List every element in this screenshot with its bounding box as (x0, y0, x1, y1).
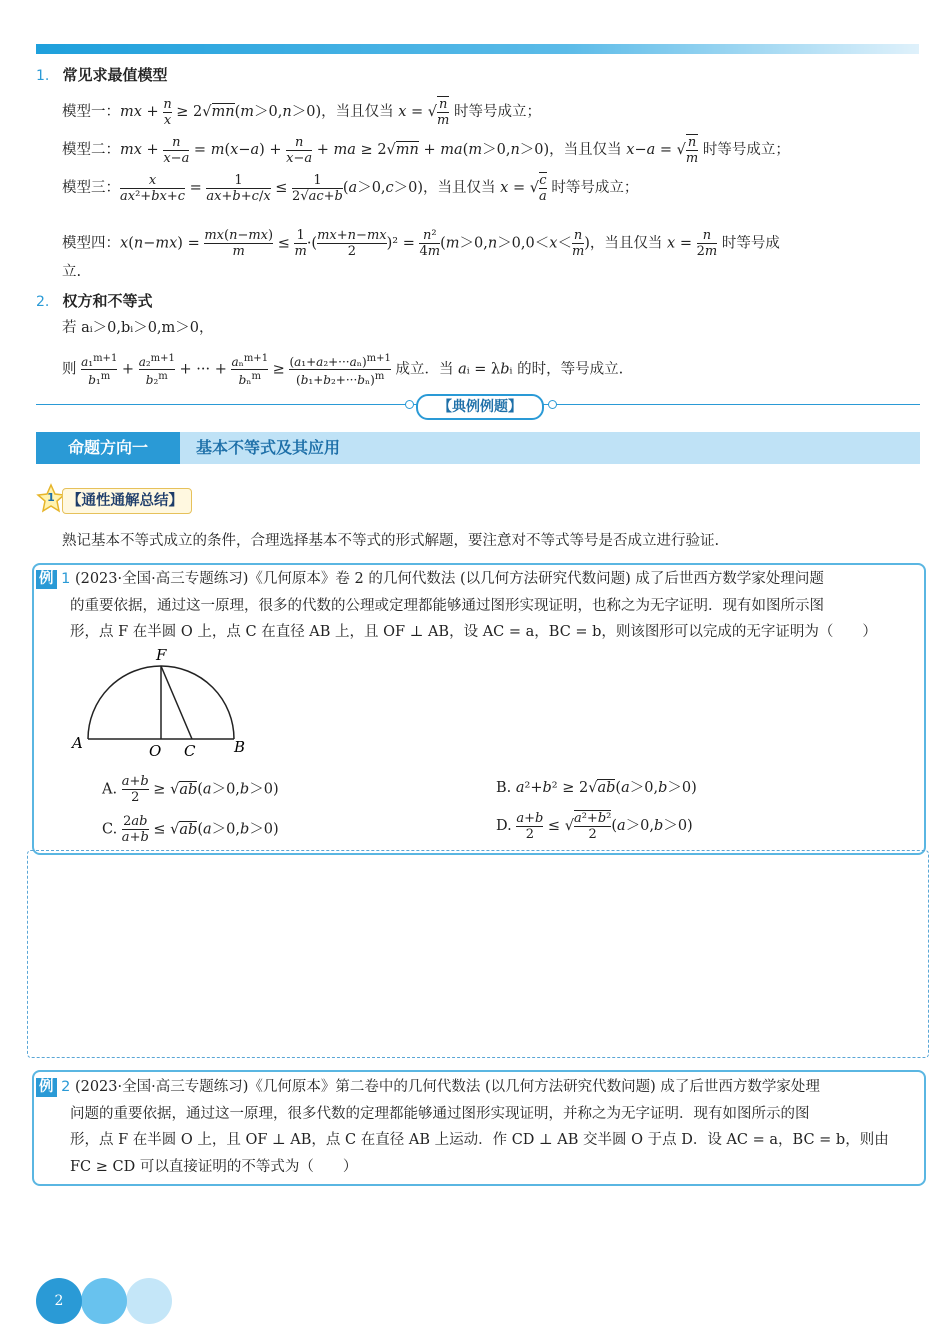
badge-number: 1 (47, 491, 55, 504)
page-circle-2 (81, 1278, 127, 1324)
example2-label: 例 (36, 1078, 57, 1097)
example1-line1: (2023·全国·高三专题练习)《几何原本》卷 2 的几何代数法 (以几何方法研究代数问题) 成了后世西方数学家处理问题 (74, 571, 824, 587)
example1-text (36, 566, 920, 646)
option-b[interactable]: B. a²+b² ≥ 2√ab(a＞0,b＞0) (496, 780, 697, 796)
model1-line: 模型一：mx + $\frac{n}{x} \ge 2√mn(m>0,n>0)$，当且仅当 x = √ $\frac{n}{m}$ 时等号成立； (62, 96, 541, 128)
segment-fc (161, 666, 192, 739)
label-o: O (149, 742, 162, 760)
page-number: 2 (36, 1278, 82, 1324)
option-c[interactable]: C. 2ab a+b ≤ √ab(a＞0,b＞0) (102, 814, 279, 845)
section1-title: 常见求最值模型 (62, 66, 168, 84)
section2-heading (36, 290, 152, 311)
example2-line2: 问题的重要依据，通过这一原理，很多代数的定理都能够通过图形实现证明，并称之为无字证明．现有如图所示的图 (70, 1105, 810, 1122)
topic-tag: 命题方向一 (36, 432, 180, 464)
example1-line2: 的重要依据，通过这一原理，很多的代数的公理或定理都能够通过图形实现证明，也称之为无字证明．现有如图所示图 (70, 597, 824, 614)
example1-number: 1 (61, 571, 71, 587)
section1-heading (36, 64, 167, 85)
option-a[interactable]: A. a+b 2 ≥ √ab(a＞0,b＞0) (102, 774, 279, 805)
summary-badge: 【通性通解总结】 (62, 488, 192, 514)
example2-line1: (2023·全国·高三专题练习)《几何原本》第二卷中的几何代数法 (以几何方法研究代数问题) 成了后世西方数学家处理 (74, 1079, 820, 1095)
example2-text (36, 1074, 920, 1180)
section1-number: 1. (36, 68, 50, 84)
section2-condition: 若 aᵢ＞0,bᵢ＞0,m＞0， (62, 320, 214, 336)
model3-line: 模型三： x ax²+bx+c = 1 ax+b+c/x ≤ 1 2√ac+b(a＞0,c＞0)，当且仅当 x = √ $\frac{c}{a}$ 时等号成立； (62, 172, 639, 204)
option-d[interactable]: D. a+b 2 ≤ √ a²+b² 2(a＞0,b＞0) (496, 810, 693, 842)
summary-text: 熟记基本不等式成立的条件，合理选择基本不等式的形式解题，要注意对不等式等号是否成立进行验证. (62, 533, 720, 549)
topic-title: 基本不等式及其应用 (196, 438, 341, 457)
example2-line4: FC ≥ CD 可以直接证明的不等式为（ ） (70, 1158, 358, 1175)
semicircle-figure (66, 644, 256, 764)
section2-title: 权方和不等式 (62, 292, 153, 310)
example1-label: 例 (36, 570, 57, 589)
page-circle-3 (126, 1278, 172, 1324)
top-header-bar (36, 44, 919, 54)
example1-line3: 形，点 F 在半圆 O 上，点 C 在直径 AB 上，且 OF ⊥ AB，设 AC = a，BC = b，则该图形可以完成的无字证明为（ ） (70, 624, 877, 640)
label-b: B (234, 738, 246, 756)
section2-formula: 则 a₁$^{m+1}$ b₁$^m$ + a₂$^{m+1}$ b₂$^m$ + ··· + aₙ$^{m+1}$ bₙ$^m$ ≥ $(a_1+a_2+\cdot\cdot\cdot a_n)^{m+1}$ $(b_1+b_2+\cdot\cdot\cdot b_n)^m$ 成立．当 aᵢ = λbᵢ 的时，等号成立. (62, 353, 624, 387)
divider-dot-left (405, 400, 414, 409)
divider-dot-right (548, 400, 557, 409)
label-f: F (156, 646, 167, 664)
section2-number: 2. (36, 294, 50, 310)
example2-line3: 形，点 F 在半圆 O 上，且 OF ⊥ AB，点 C 在直径 AB 上运动．作 CD ⊥ AB 交半圆 O 于点 D．设 AC = a，BC = b，则由 (70, 1132, 889, 1148)
answer-area[interactable] (27, 850, 929, 1058)
label-a: A (72, 734, 83, 752)
divider-label: 【典例例题】 (416, 394, 544, 420)
model4-line: 模型四：x(n−mx) = $\frac{mx(n-mx)}{m}$ ≤ $\frac{1}{m}\cdot$( mx+n−mx 2 )² = n² 4m(m＞0,n＞0,0＜x＜ $\frac{n}{m}$)，当且仅当 x = n 2m 时等号成 (62, 228, 780, 259)
label-c: C (184, 742, 196, 760)
model2-line: 模型二：mx + n x−a = m(x−a) + n x−a + ma ≥ 2√mn + ma(m＞0,n＞0)，当且仅当 x−a = √ $\frac{n}{m}$ 时等号成立； (62, 134, 790, 166)
example2-number: 2 (61, 1079, 71, 1095)
model4-end: 立. (62, 264, 82, 280)
